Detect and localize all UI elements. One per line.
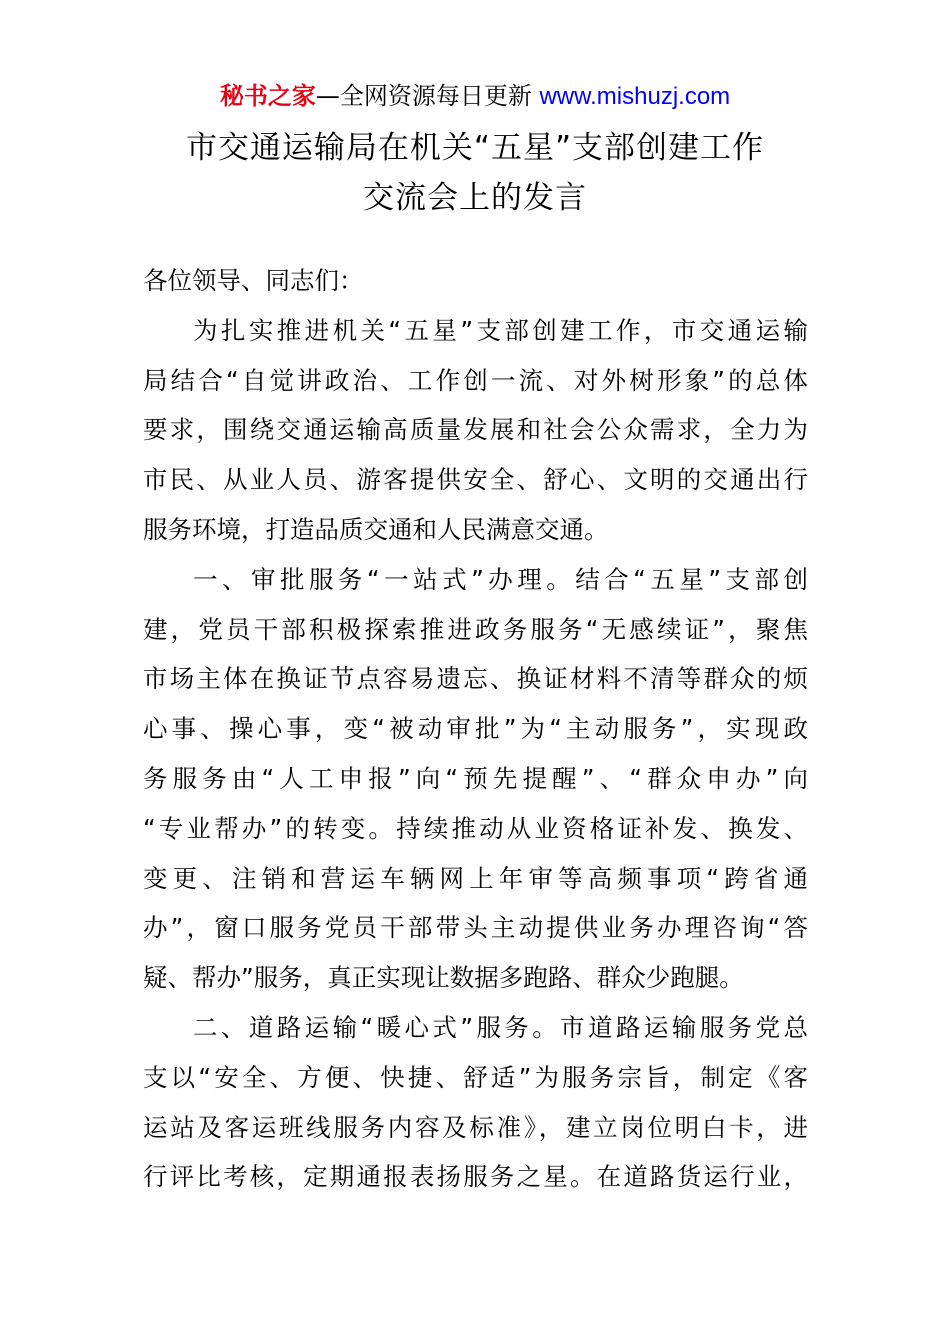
paragraph-line: 市民、从业人员、游客提供安全、舒心、文明的交通出行 [143, 465, 808, 495]
paragraph-line: 为扎实推进机关“五星”支部创建工作，市交通运输 [193, 315, 808, 345]
paragraph-line: 疑、帮办”服务，真正实现让数据多跑路、群众少跑腿。 [143, 963, 744, 993]
paragraph-line: 心事、操心事，变“被动审批”为“主动服务”，实现政 [143, 714, 808, 744]
paragraph-line: 局结合“自觉讲政治、工作创一流、对外树形象”的总体 [143, 365, 808, 395]
paragraph-line: 市场主体在换证节点容易遗忘、换证材料不清等群众的烦 [143, 664, 808, 694]
paragraph-line: 务服务由“人工申报”向“预先提醒”、“群众申办”向 [143, 763, 808, 793]
header-tagline: —全网资源每日更新 [315, 82, 540, 110]
site-url-link[interactable]: www.mishuzj.com [539, 83, 731, 110]
document-body [143, 256, 808, 1202]
paragraph-line: 行评比考核，定期通报表扬服务之星。在道路货运行业， [143, 1162, 808, 1192]
paragraph-line: “专业帮办”的转变。持续推动从业资格证补发、换发、 [143, 813, 808, 843]
paragraph-line: 建，党员干部积极探索推进政务服务“无感续证”，聚焦 [143, 614, 808, 644]
document-title-line-2: 交流会上的发言 [363, 180, 587, 216]
brand-name: 秘书之家 [219, 82, 316, 110]
salutation: 各位领导、同志们： [143, 266, 364, 295]
paragraph-line: 二、道路运输“暖心式”服务。市道路运输服务党总 [193, 1012, 808, 1042]
site-header [0, 80, 950, 113]
paragraph-line: 支以“安全、方便、快捷、舒适”为服务宗旨，制定《客 [143, 1062, 808, 1092]
document-title-line-1: 市交通运输局在机关“五星”支部创建工作 [185, 130, 765, 166]
paragraph-line: 服务环境，打造品质交通和人民满意交通。 [143, 514, 609, 544]
paragraph-line: 办”，窗口服务党员干部带头主动提供业务办理咨询“答 [143, 913, 808, 943]
paragraph-line: 一、审批服务“一站式”办理。结合“五星”支部创 [193, 564, 808, 594]
paragraph-line: 变更、注销和营运车辆网上年审等高频事项“跨省通 [143, 863, 808, 893]
paragraph-line: 运站及客运班线服务内容及标准》，建立岗位明白卡，进 [143, 1112, 808, 1142]
paragraph-line: 要求，围绕交通运输高质量发展和社会公众需求，全力为 [143, 415, 808, 445]
